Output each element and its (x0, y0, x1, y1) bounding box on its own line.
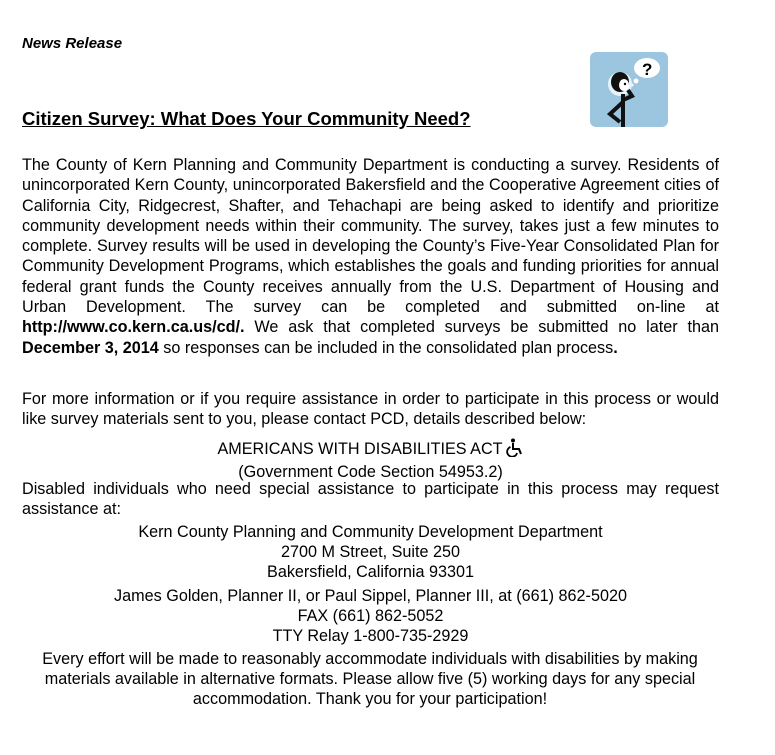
ada-section (22, 438, 719, 482)
contact-block (22, 586, 719, 646)
news-release-label: News Release (22, 35, 123, 52)
contact-planners: James Golden, Planner II, or Paul Sippel, Planner III, at (661) 862-5020 (114, 587, 627, 605)
address-org: Kern County Planning and Community Development Department (138, 523, 603, 541)
survey-intro-text: The County of Kern Planning and Community Department is conducting a survey. Residents of unincorporated Kern County, unincorporated Bakersfield and the Cooperative Agreement cities of California City, Ridgecrest, Shafter, and Tehachapi are being asked to identify and prioritize community development needs within their community. The survey, takes just a few minutes to complete. Survey results will be used in developing the County’s Five-Year Consolidated Plan for Community Development Programs, which establishes the goals and funding priorities for annual federal grant funds the County receives annually from the U.S. Department of Housing and Urban Development. The survey can be completed and submitted on-line at (22, 156, 719, 317)
government-code: (Government Code Section 54953.2) (238, 463, 503, 481)
period: . (613, 338, 618, 357)
deadline-end-text: so responses can be included in the consolidated plan process (158, 338, 614, 357)
survey-paragraph (22, 155, 719, 358)
page-title: Citizen Survey: What Does Your Community Need? (22, 108, 471, 129)
address-block (22, 522, 719, 582)
svg-text:?: ? (642, 60, 653, 79)
disabled-assistance-text: Disabled individuals who need special assistance to participate in this process may request assistance at: (22, 480, 719, 519)
contact-fax: FAX (661) 862-5052 (297, 607, 444, 625)
address-city: Bakersfield, California 93301 (267, 563, 474, 581)
address-street: 2700 M Street, Suite 250 (280, 543, 461, 561)
more-info-paragraph: For more information or if you require assistance in order to participate in this process or would like survey materials sent to you, please contact PCD, details described below: (22, 390, 719, 429)
survey-url-link[interactable]: http://www.co.kern.ca.us/cd/. (22, 318, 245, 337)
contact-tty: TTY Relay 1-800-735-2929 (272, 627, 469, 645)
wheelchair-icon (506, 438, 524, 462)
ada-heading: AMERICANS WITH DISABILITIES ACT (217, 440, 503, 458)
confused-person-clipart-icon (590, 52, 668, 127)
closing-text: Every effort will be made to reasonably accommodate individuals with disabilities by making materials available in alternative formats. Please allow five (5) working days for any special accommodation. Thank you for your participation! (42, 650, 698, 708)
deadline-intro-text: We ask that completed surveys be submitted no later than (244, 318, 719, 337)
deadline-date: December 3, 2014 (22, 338, 159, 357)
